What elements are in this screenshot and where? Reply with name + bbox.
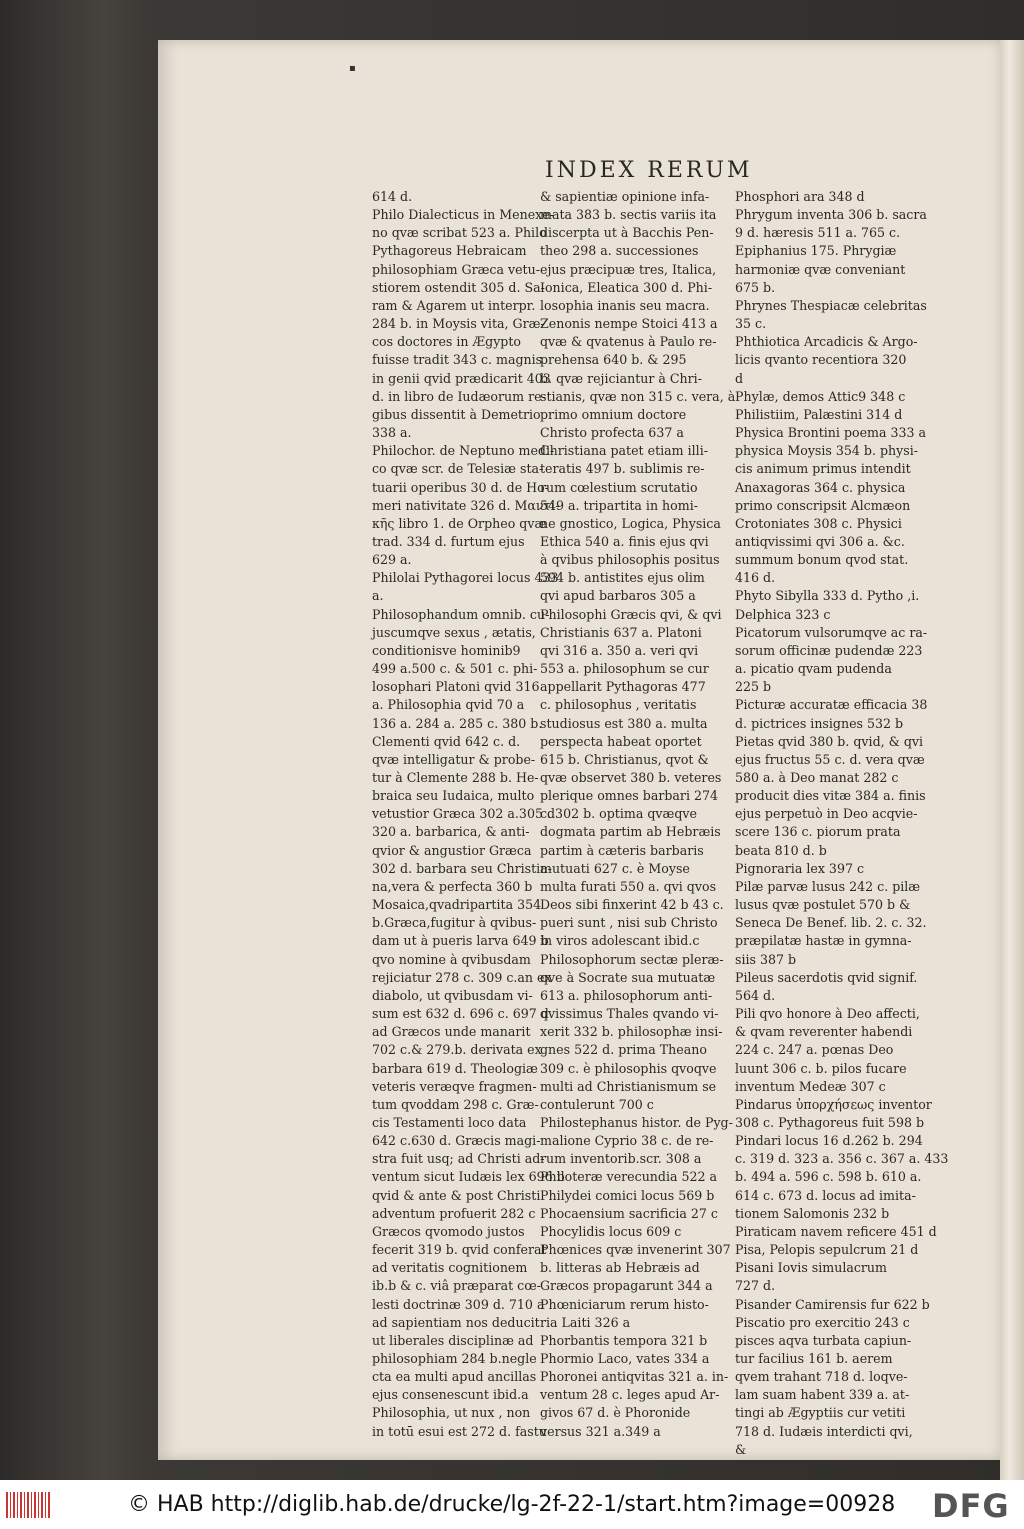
index-line: 564 d. (735, 987, 776, 1003)
index-line: Pileus sacerdotis qvid signif. (735, 969, 918, 985)
index-line: stra fuit usq; ad Christi ad- (372, 1151, 545, 1167)
index-line: ut liberales disciplinæ ad (372, 1332, 534, 1348)
index-line: 594 b. antistites ejus olim (540, 570, 705, 586)
index-line: losophari Platoni qvid 316 (372, 679, 540, 695)
index-line: Pindarus ὑπορχήσεως inventor (735, 1096, 932, 1112)
index-line: Phylæ, demos Attic9 348 c (735, 388, 906, 404)
index-line: gibus dissentit à Demetrio (372, 406, 541, 422)
index-line: Phormio Laco, vates 334 a (540, 1351, 710, 1366)
index-line: producit dies vitæ 384 a. finis (735, 788, 926, 804)
index-column-2 (540, 188, 736, 1441)
index-line: adventum profuerit 282 c (372, 1205, 536, 1221)
index-line: 549 a. tripartita in homi- (540, 497, 698, 513)
index-line: rejiciatur 278 c. 309 c.an ex (372, 969, 552, 985)
index-line: licis qvanto recentiora 320 (735, 352, 907, 368)
index-line: Phorbantis tempora 321 b (540, 1332, 708, 1348)
index-line: qvæ & qvatenus à Paulo re- (540, 334, 717, 350)
index-line: Philolai Pythagorei locus 433 (372, 570, 559, 586)
index-line: givos 67 d. è Phoronide (540, 1405, 691, 1421)
index-line: Seneca De Benef. lib. 2. c. 32. (735, 915, 927, 931)
index-line: Phrygum inventa 306 b. sacra (735, 207, 927, 223)
index-line: primo omnium doctore (540, 406, 687, 422)
index-line: Philosophi Græcis qvi, & qvi (540, 606, 722, 622)
index-line: cis animum primus intendit (735, 461, 911, 477)
index-line: 284 b. in Moysis vita, Græ- (372, 316, 545, 332)
index-line: 416 d. (735, 570, 776, 586)
index-line: rum inventorib.scr. 308 a (540, 1151, 702, 1167)
index-line: 225 b (735, 679, 772, 695)
index-line: c. philosophus , veritatis (540, 697, 697, 713)
index-line: tingi ab Ægyptiis cur vetiti (735, 1405, 906, 1421)
index-line: Philydei comici locus 569 b (540, 1187, 715, 1203)
index-line: dogmata partim ab Hebræis (540, 824, 721, 840)
index-column-1 (372, 188, 565, 1441)
index-line: ad veritatis cognitionem (372, 1260, 528, 1276)
index-line: b. 494 a. 596 c. 598 b. 610 a. (735, 1169, 922, 1185)
index-line: ventum sicut Iudæis lex 696 b (372, 1169, 565, 1185)
index-line: 718 d. Iudæis interdicti qvi, (735, 1423, 913, 1439)
index-line: d. in libro de Iudæorum re- (372, 388, 546, 404)
index-line: qvi 316 a. 350 a. veri qvi (540, 642, 699, 658)
index-line: Piscatio pro exercitio 243 c (735, 1314, 910, 1330)
page-edge (1000, 40, 1024, 1480)
index-line: & (735, 1441, 747, 1457)
index-line: pisces aqva turbata capiun- (735, 1332, 912, 1348)
index-line: κῆς libro 1. de Orpheo qvæ (372, 515, 547, 531)
index-line: philosophiam Græca vetu- (372, 261, 540, 277)
index-line: 580 a. à Deo manat 282 c (735, 770, 899, 785)
index-line: rum cœlestium scrutatio (540, 479, 698, 495)
index-line: Phocaensium sacrificia 27 c (540, 1205, 718, 1221)
index-line: tur facilius 161 b. aerem (735, 1351, 893, 1366)
index-line: 727 d. (735, 1278, 776, 1294)
index-line: Phœniciarum rerum histo- (540, 1296, 709, 1312)
index-line: 309 c. è philosophis qvoqve (540, 1060, 717, 1076)
index-line: Zenonis nempe Stoici 413 a (540, 316, 718, 332)
index-line: c. 302 b. optima qvæqve (540, 806, 697, 822)
index-line: meri nativitate 326 d. Μαντι- (372, 497, 560, 513)
index-line: Christo profecta 637 a (540, 425, 684, 441)
index-line: primo conscripsit Alcmæon (735, 497, 911, 513)
index-line: Picturæ accuratæ efficacia 38 (735, 697, 928, 713)
source-url[interactable]: © HAB http://diglib.hab.de/drucke/lg-2f-22-1/start.htm?image=00928 (128, 1492, 896, 1517)
index-line: Philosophorum sectæ pleræ- (540, 951, 724, 967)
index-line: siis 387 b (735, 951, 797, 967)
index-line: ejus consenescunt ibid.a (372, 1387, 529, 1403)
index-line: b.Græca,fugitur à qvibus- (372, 915, 537, 931)
index-line: no qvæ scribat 523 a. Philo (372, 225, 547, 241)
index-line: Græcos qvomodo justos (372, 1223, 525, 1239)
index-line: ejus perpetuò in Deo acqvie- (735, 806, 918, 822)
index-line: lam suam habent 339 a. at- (735, 1387, 910, 1403)
index-line: cis Testamenti loco data (372, 1114, 527, 1130)
index-line: na,vera & perfecta 360 b (372, 878, 533, 894)
index-line: & qvam reverenter habendi (735, 1024, 913, 1040)
index-line: sum est 632 d. 696 c. 697 d (372, 1006, 549, 1022)
index-line: 553 a. philosophum se cur (540, 661, 709, 677)
index-line: Crotoniates 308 c. Physici (735, 515, 902, 531)
index-line: 224 c. 247 a. pœnas Deo (735, 1042, 894, 1058)
index-line: mutuati 627 c. è Moyse (540, 860, 690, 876)
index-line: ejus fructus 55 c. d. vera qvæ (735, 751, 925, 767)
index-line: perspecta habeat oportet (540, 733, 702, 749)
index-line: barbara 619 d. Theologiæ (372, 1060, 538, 1076)
index-line: Philostephanus histor. de Pyg- (540, 1114, 733, 1130)
index-line: ventum 28 c. leges apud Ar- (540, 1387, 720, 1403)
index-line: a. (372, 588, 384, 604)
index-line: à qvibus philosophis positus (540, 552, 720, 568)
index-line: appellarit Pythagoras 477 (540, 679, 706, 695)
index-line: a. picatio qvam pudenda (735, 661, 892, 677)
index-line: ad Græcos unde manarit (372, 1024, 531, 1040)
index-line: prehensa 640 b. & 295 (540, 352, 687, 368)
index-line: gnes 522 d. prima Theano (540, 1042, 707, 1058)
index-line: braica seu Iudaica, multo (372, 788, 535, 804)
index-line: ejus præcipuæ tres, Italica, (540, 261, 717, 277)
index-line: antiqvissimi qvi 306 a. &c. (735, 533, 905, 549)
index-line: Christiana patet etiam illi- (540, 443, 708, 459)
index-line: Pindari locus 16 d.262 b. 294 (735, 1133, 923, 1149)
index-line: multa furati 550 a. qvi qvos (540, 878, 717, 894)
index-line: Pisander Camirensis fur 622 b (735, 1296, 930, 1312)
index-line: Pietas qvid 380 b. qvid, & qvi (735, 733, 924, 749)
index-line: xerit 332 b. philosophæ insi- (540, 1024, 723, 1040)
index-line: ram & Agarem ut interpr. (372, 297, 536, 313)
index-line: Epiphanius 175. Phrygiæ (735, 243, 897, 259)
index-line: plerique omnes barbari 274 (540, 788, 719, 804)
index-line: scere 136 c. piorum prata (735, 824, 901, 840)
index-line: ib.b & c. viâ præparat cœ- (372, 1278, 541, 1294)
index-line: & sapientiæ opinione infa- (540, 189, 710, 204)
index-line: Græcos propagarunt 344 a (540, 1278, 713, 1294)
index-line: Clementi qvid 642 c. d. (372, 733, 521, 749)
index-line: versus 321 a.349 a (540, 1423, 661, 1439)
index-line: co qvæ scr. de Telesiæ sta- (372, 461, 544, 477)
index-line: juscumqve sexus , ætatis, (372, 624, 536, 640)
index-line: qvi apud barbaros 305 a (540, 588, 696, 604)
index-line: tuarii operibus 30 d. de Ho- (372, 479, 549, 495)
index-line: Phœnices qvæ invenerint 307 (540, 1242, 731, 1258)
index-line: stianis, qvæ non 315 c. vera, à (540, 388, 736, 404)
index-line: ad sapientiam nos deducit (372, 1314, 540, 1330)
index-line: vetustior Græca 302 a.305 d (372, 806, 556, 822)
index-line: qvissimus Thales qvando vi- (540, 1006, 719, 1022)
index-line: Phthiotica Arcadicis & Argo- (735, 334, 918, 350)
index-line: d (735, 370, 744, 386)
index-line: in viros adolescant ibid.c (540, 933, 700, 949)
index-line: luunt 306 c. b. pilos fucare (735, 1060, 907, 1076)
index-line: sorum officinæ pudendæ 223 (735, 642, 923, 658)
index-line: harmoniæ qvæ conveniant (735, 261, 906, 277)
index-line: dam ut à pueris larva 649 b (372, 933, 549, 949)
dfg-logo: DFG (932, 1487, 1010, 1525)
index-line: Pilæ parvæ lusus 242 c. pilæ (735, 878, 921, 894)
index-line: discerpta ut à Bacchis Pen- (540, 225, 714, 241)
index-line: Ionica, Eleatica 300 d. Phi- (540, 279, 713, 295)
index-line: Pisani Iovis simulacrum (735, 1260, 887, 1276)
index-line: 35 c. (735, 316, 767, 332)
index-line: Philoteræ verecundia 522 a (540, 1169, 718, 1185)
index-line: Philosophandum omnib. cu- (372, 606, 550, 622)
index-line: 614 c. 673 d. locus ad imita- (735, 1187, 916, 1203)
index-line: 320 a. barbarica, & anti- (372, 824, 530, 840)
index-line: trad. 334 d. furtum ejus (372, 533, 525, 549)
index-line: qvæ intelligatur & probe- (372, 751, 536, 767)
index-line: qvior & angustior Græca (372, 842, 532, 858)
index-line: præpilatæ hastæ in gymna- (735, 933, 912, 949)
index-line: b. litteras ab Hebræis ad (540, 1260, 700, 1276)
index-line: tionem Salomonis 232 b (735, 1205, 890, 1221)
index-line: 642 c.630 d. Græcis magi- (372, 1133, 541, 1149)
index-line: Philosophia, ut nux , non (372, 1405, 531, 1421)
index-line: Picatorum vulsorumqve ac ra- (735, 624, 928, 640)
index-line: fecerit 319 b. qvid conferat (372, 1242, 547, 1258)
index-line: 9 d. hæresis 511 a. 765 c. (735, 225, 901, 241)
index-line: Christianis 637 a. Platoni (540, 624, 702, 640)
index-line: partim à cæteris barbaris (540, 842, 704, 858)
index-line: diabolo, ut qvibusdam vi- (372, 987, 533, 1003)
index-line: Pythagoreus Hebraicam (372, 243, 527, 259)
index-line: d. pictrices insignes 532 b (735, 715, 904, 731)
index-line: philosophiam 284 b.negle (372, 1351, 537, 1366)
index-line: in totū esui est 272 d. fastu (372, 1423, 547, 1439)
index-line: a. Philosophia qvid 70 a (372, 697, 525, 713)
index-line: Ethica 540 a. finis ejus qvi (540, 533, 709, 549)
index-line: Phoronei antiqvitas 321 a. in- (540, 1369, 729, 1385)
index-line: 675 b. (735, 279, 776, 295)
index-line: tur à Clemente 288 b. He- (372, 770, 539, 785)
index-line: Anaxagoras 364 c. physica (735, 479, 906, 495)
index-line: mata 383 b. sectis variis ita (540, 207, 717, 223)
index-line: 629 a. (372, 552, 412, 568)
index-line: 615 b. Christianus, qvot & (540, 751, 709, 767)
index-line: tum qvoddam 298 c. Græ- (372, 1096, 539, 1112)
index-line: Delphica 323 c (735, 606, 831, 622)
index-line: multi ad Christianismum se (540, 1078, 717, 1094)
index-line: 338 a. (372, 425, 412, 441)
index-line: Philo Dialecticus in Menexe- (372, 207, 554, 223)
index-line: 613 a. philosophorum anti- (540, 987, 713, 1003)
index-line: in genii qvid prædicarit 403 (372, 370, 551, 386)
index-line: qve à Socrate sua mutuatæ (540, 969, 716, 985)
index-line: stiorem ostendit 305 d. Sa- (372, 279, 545, 295)
index-line: Pignoraria lex 397 c (735, 860, 865, 876)
index-line: 614 d. (372, 189, 413, 204)
index-line: theo 298 a. successiones (540, 243, 699, 259)
index-line: 136 a. 284 a. 285 c. 380 b. (372, 715, 543, 731)
index-line: Deos sibi finxerint 42 b 43 c. (540, 897, 724, 913)
page-header: INDEX RERUM (545, 158, 753, 183)
index-line: Phocylidis locus 609 c (540, 1223, 682, 1239)
footer-bar (0, 1480, 1024, 1529)
index-line: physica Moysis 354 b. physi- (735, 443, 919, 459)
index-line: c. 319 d. 323 a. 356 c. 367 a. 433 (735, 1151, 949, 1167)
index-line: 702 c.& 279.b. derivata ex (372, 1042, 542, 1058)
index-line: summum bonum qvod stat. (735, 552, 909, 568)
index-line: 308 c. Pythagoreus fuit 598 b (735, 1114, 925, 1130)
index-line: Pisa, Pelopis sepulcrum 21 d (735, 1242, 919, 1258)
index-line: Pili qvo honore à Deo affecti, (735, 1006, 920, 1022)
index-line: conditionisve hominib9 (372, 642, 521, 658)
index-line: Phyto Sibylla 333 d. Pytho ,i. (735, 588, 920, 604)
index-line: contulerunt 700 c (540, 1096, 654, 1112)
index-line: lusus qvæ postulet 570 b & (735, 897, 911, 913)
index-line: Phosphori ara 348 d (735, 189, 865, 204)
index-line: 302 d. barbara seu Christia- (372, 860, 552, 876)
index-line: losophia inanis seu macra. (540, 297, 710, 313)
index-line: qvo nomine à qvibusdam (372, 951, 531, 967)
index-line: studiosus est 380 a. multa (540, 715, 708, 731)
index-line: ria Laiti 326 a (540, 1314, 631, 1330)
index-line: qvæ observet 380 b. veteres (540, 770, 722, 785)
index-line: teratis 497 b. sublimis re- (540, 461, 705, 477)
index-line: 499 a.500 c. & 501 c. phi- (372, 661, 538, 677)
index-line: qvem trahant 718 d. loqve- (735, 1369, 908, 1385)
index-line: lesti doctrinæ 309 d. 710 a (372, 1296, 545, 1312)
index-line: Phrynes Thespiacæ celebritas (735, 297, 927, 313)
index-line: ne gnostico, Logica, Physica (540, 515, 721, 531)
index-line: malione Cyprio 38 c. de re- (540, 1133, 714, 1149)
index-line: fuisse tradit 343 c. magnis (372, 352, 543, 368)
index-line: Piraticam navem reficere 451 d (735, 1223, 937, 1239)
signature-mark: ▪ (349, 63, 356, 74)
index-line: veteris veræqve fragmen- (372, 1078, 537, 1094)
index-line: cta ea multi apud ancillas (372, 1369, 537, 1385)
index-line: pueri sunt , nisi sub Christo (540, 915, 718, 931)
index-line: Philistiim, Palæstini 314 d (735, 406, 903, 422)
index-line: inventum Medeæ 307 c (735, 1078, 886, 1094)
index-line: Philochor. de Neptuno medi- (372, 443, 555, 459)
index-line: Mosaica,qvadripartita 354 (372, 897, 542, 913)
index-line: b. qvæ rejiciantur à Chri- (540, 370, 702, 386)
index-line: cos doctores in Ægypto (372, 334, 522, 350)
index-line: beata 810 d. b (735, 842, 827, 858)
barcode-icon (6, 1492, 50, 1518)
index-column-3 (735, 188, 949, 1459)
index-line: Physica Brontini poema 333 a (735, 425, 927, 441)
index-line: qvid & ante & post Christi (372, 1187, 541, 1203)
